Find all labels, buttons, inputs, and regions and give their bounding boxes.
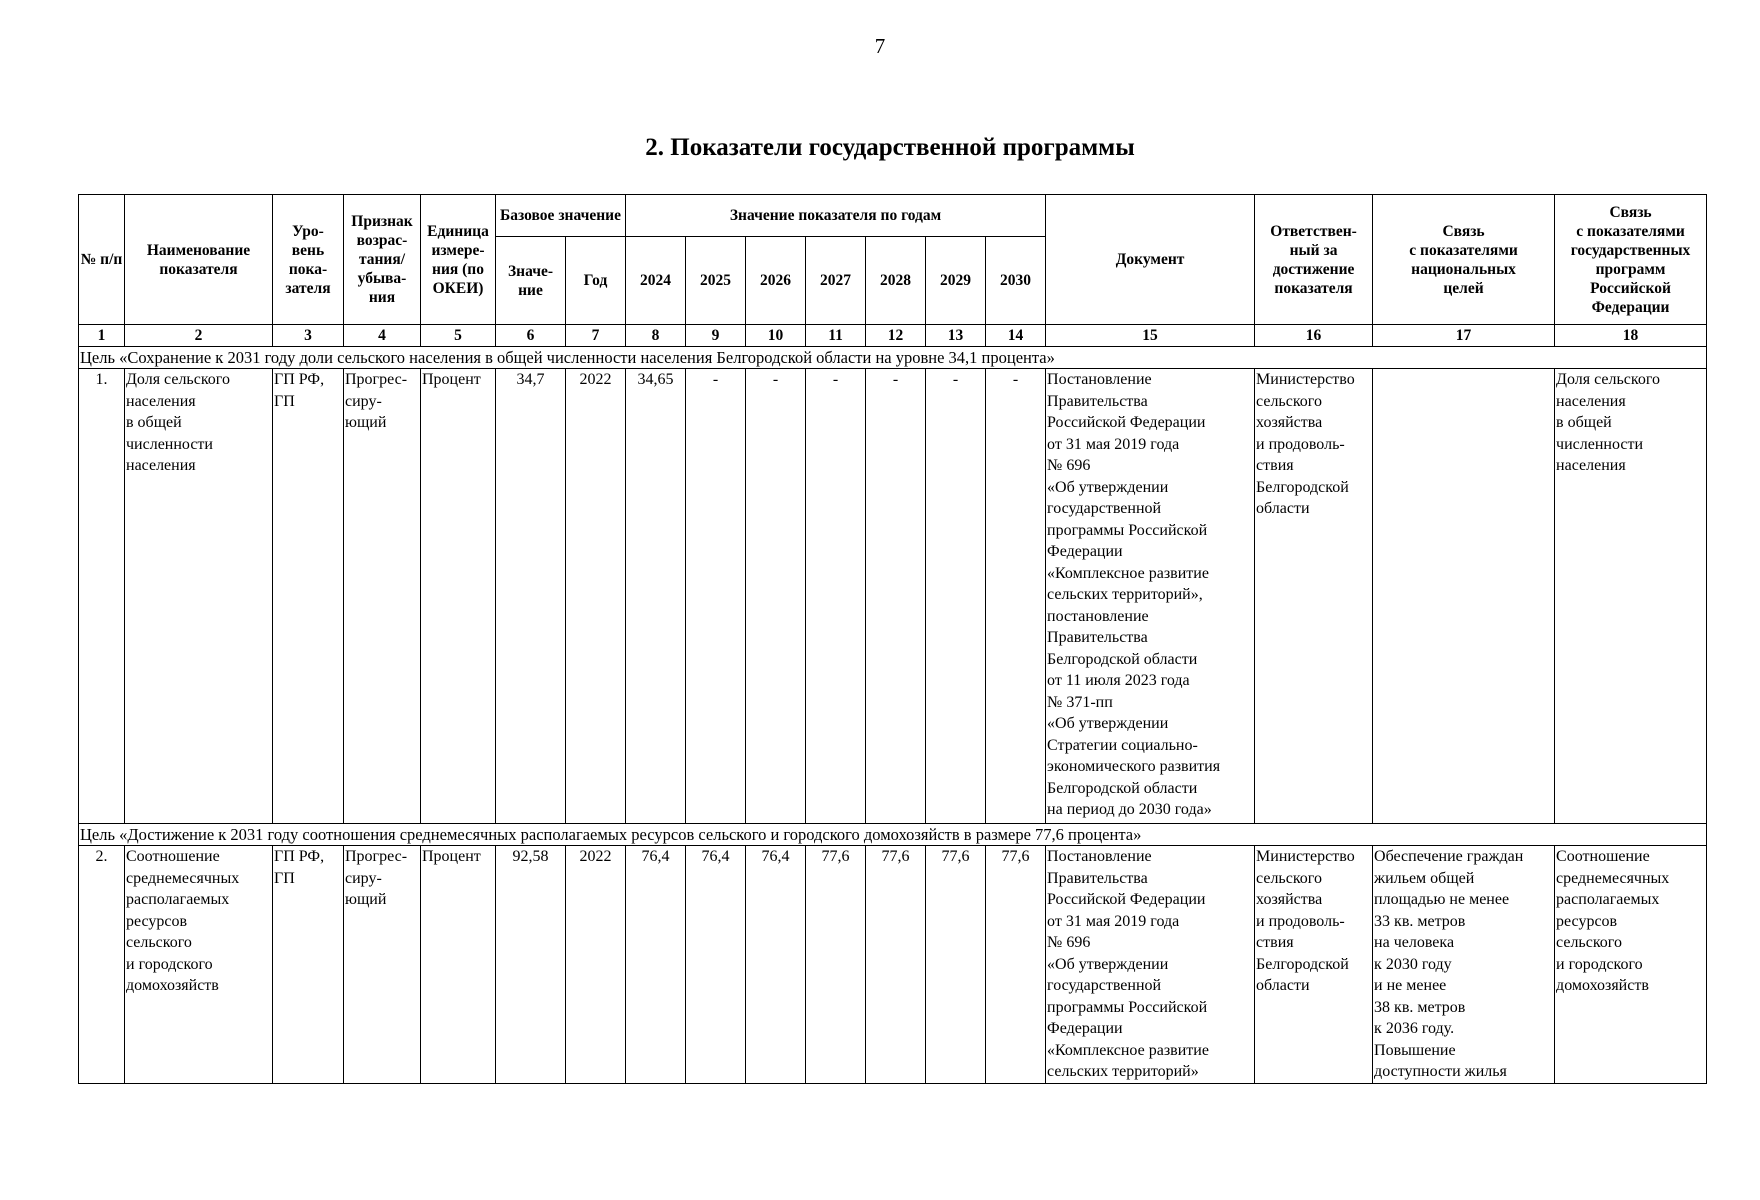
header-num: № п/п xyxy=(79,195,125,325)
table-row xyxy=(79,369,1707,824)
header-name: Наименование показателя xyxy=(125,195,273,325)
header-level: Уро- вень пока- зателя xyxy=(273,195,344,325)
document-text: Постановление Правительства Российской Федерации от 31 мая 2019 года № 696 «Об утверждении государственной программы Российской Федерации «Комплексное развитие сельских территорий», постановление Правительства Белгородской области от 11 июля 2023 года № 371-пп «Об утверждении Стратегии социально- экономического развития Белгородской области на период до 2030 года» xyxy=(1046,369,1255,824)
indicator-unit: Процент xyxy=(421,846,496,1084)
column-number: 12 xyxy=(866,325,926,347)
indicator-sign: Прогрес- сиру- ющий xyxy=(344,846,421,1084)
gp-link-text: Соотношение среднемесячных располагаемых ресурсов сельского и городского домохозяйств xyxy=(1555,846,1707,1084)
value-2028: 77,6 xyxy=(866,846,926,1084)
column-number: 13 xyxy=(926,325,986,347)
header-by-years: Значение показателя по годам xyxy=(626,195,1046,237)
header-base: Базовое значение xyxy=(496,195,626,237)
table-row xyxy=(79,846,1707,1084)
column-number: 4 xyxy=(344,325,421,347)
goal-row-1: Цель «Сохранение к 2031 году доли сельского населения в общей численности населения Белгородской области на уровне 34,1 процента» xyxy=(79,347,1707,369)
header-document: Документ xyxy=(1046,195,1255,325)
value-2024: 76,4 xyxy=(626,846,686,1084)
indicator-level: ГП РФ, ГП xyxy=(273,369,344,824)
header-sign: Признак возрас- тания/ убыва- ния xyxy=(344,195,421,325)
value-2030: 77,6 xyxy=(986,846,1046,1084)
page-number: 7 xyxy=(874,34,886,58)
value-2024: 34,65 xyxy=(626,369,686,824)
value-2030: - xyxy=(986,369,1046,824)
column-number: 17 xyxy=(1373,325,1555,347)
header-year-2029: 2029 xyxy=(926,237,986,325)
header-year-2027: 2027 xyxy=(806,237,866,325)
value-2028: - xyxy=(866,369,926,824)
column-number: 14 xyxy=(986,325,1046,347)
value-2026: - xyxy=(746,369,806,824)
header-unit: Единица измере- ния (по ОКЕИ) xyxy=(421,195,496,325)
column-number: 6 xyxy=(496,325,566,347)
value-2029: - xyxy=(926,369,986,824)
header-base-year: Год xyxy=(566,237,626,325)
indicator-unit: Процент xyxy=(421,369,496,824)
value-2029: 77,6 xyxy=(926,846,986,1084)
base-value: 34,7 xyxy=(496,369,566,824)
column-number: 16 xyxy=(1255,325,1373,347)
row-num: 2. xyxy=(79,846,125,1084)
column-number: 8 xyxy=(626,325,686,347)
indicators-table xyxy=(78,194,1707,1084)
header-year-2028: 2028 xyxy=(866,237,926,325)
column-number: 10 xyxy=(746,325,806,347)
column-number: 15 xyxy=(1046,325,1255,347)
value-2027: 77,6 xyxy=(806,846,866,1084)
value-2025: - xyxy=(686,369,746,824)
base-year: 2022 xyxy=(566,369,626,824)
header-gp-link: Связь с показателями государственных программ Российской Федерации xyxy=(1555,195,1707,325)
row-num: 1. xyxy=(79,369,125,824)
column-number: 9 xyxy=(686,325,746,347)
column-number: 2 xyxy=(125,325,273,347)
indicator-name: Соотношение среднемесячных располагаемых ресурсов сельского и городского домохозяйств xyxy=(125,846,273,1084)
header-year-2025: 2025 xyxy=(686,237,746,325)
column-number: 7 xyxy=(566,325,626,347)
value-2026: 76,4 xyxy=(746,846,806,1084)
base-value: 92,58 xyxy=(496,846,566,1084)
column-number: 3 xyxy=(273,325,344,347)
document-text: Постановление Правительства Российской Федерации от 31 мая 2019 года № 696 «Об утверждении государственной программы Российской Федерации «Комплексное развитие сельских территорий» xyxy=(1046,846,1255,1084)
header-responsible: Ответствен- ный за достижение показателя xyxy=(1255,195,1373,325)
indicator-name: Доля сельского населения в общей численности населения xyxy=(125,369,273,824)
column-number: 1 xyxy=(79,325,125,347)
column-numbers-row xyxy=(79,325,1707,347)
national-link-text xyxy=(1373,369,1555,824)
column-number: 5 xyxy=(421,325,496,347)
value-2025: 76,4 xyxy=(686,846,746,1084)
goal-row-2: Цель «Достижение к 2031 году соотношения среднемесячных располагаемых ресурсов сельского и городского домохозяйств в размере 77,6 процента» xyxy=(79,824,1707,846)
header-year-2026: 2026 xyxy=(746,237,806,325)
header-year-2024: 2024 xyxy=(626,237,686,325)
gp-link-text: Доля сельского населения в общей численности населения xyxy=(1555,369,1707,824)
header-year-2030: 2030 xyxy=(986,237,1046,325)
header-base-value: Значе- ние xyxy=(496,237,566,325)
indicator-sign: Прогрес- сиру- ющий xyxy=(344,369,421,824)
value-2027: - xyxy=(806,369,866,824)
column-number: 11 xyxy=(806,325,866,347)
header-national-link: Связь с показателями национальных целей xyxy=(1373,195,1555,325)
base-year: 2022 xyxy=(566,846,626,1084)
responsible-text: Министерство сельского хозяйства и продоволь- ствия Белгородской области xyxy=(1255,369,1373,824)
national-link-text: Обеспечение граждан жильем общей площадью не менее 33 кв. метров на человека к 2030 году и не менее 38 кв. метров к 2036 году. Повышение доступности жилья xyxy=(1373,846,1555,1084)
indicator-level: ГП РФ, ГП xyxy=(273,846,344,1084)
responsible-text: Министерство сельского хозяйства и продоволь- ствия Белгородской области xyxy=(1255,846,1373,1084)
column-number: 18 xyxy=(1555,325,1707,347)
page-title: 2. Показатели государственной программы xyxy=(645,134,1135,161)
